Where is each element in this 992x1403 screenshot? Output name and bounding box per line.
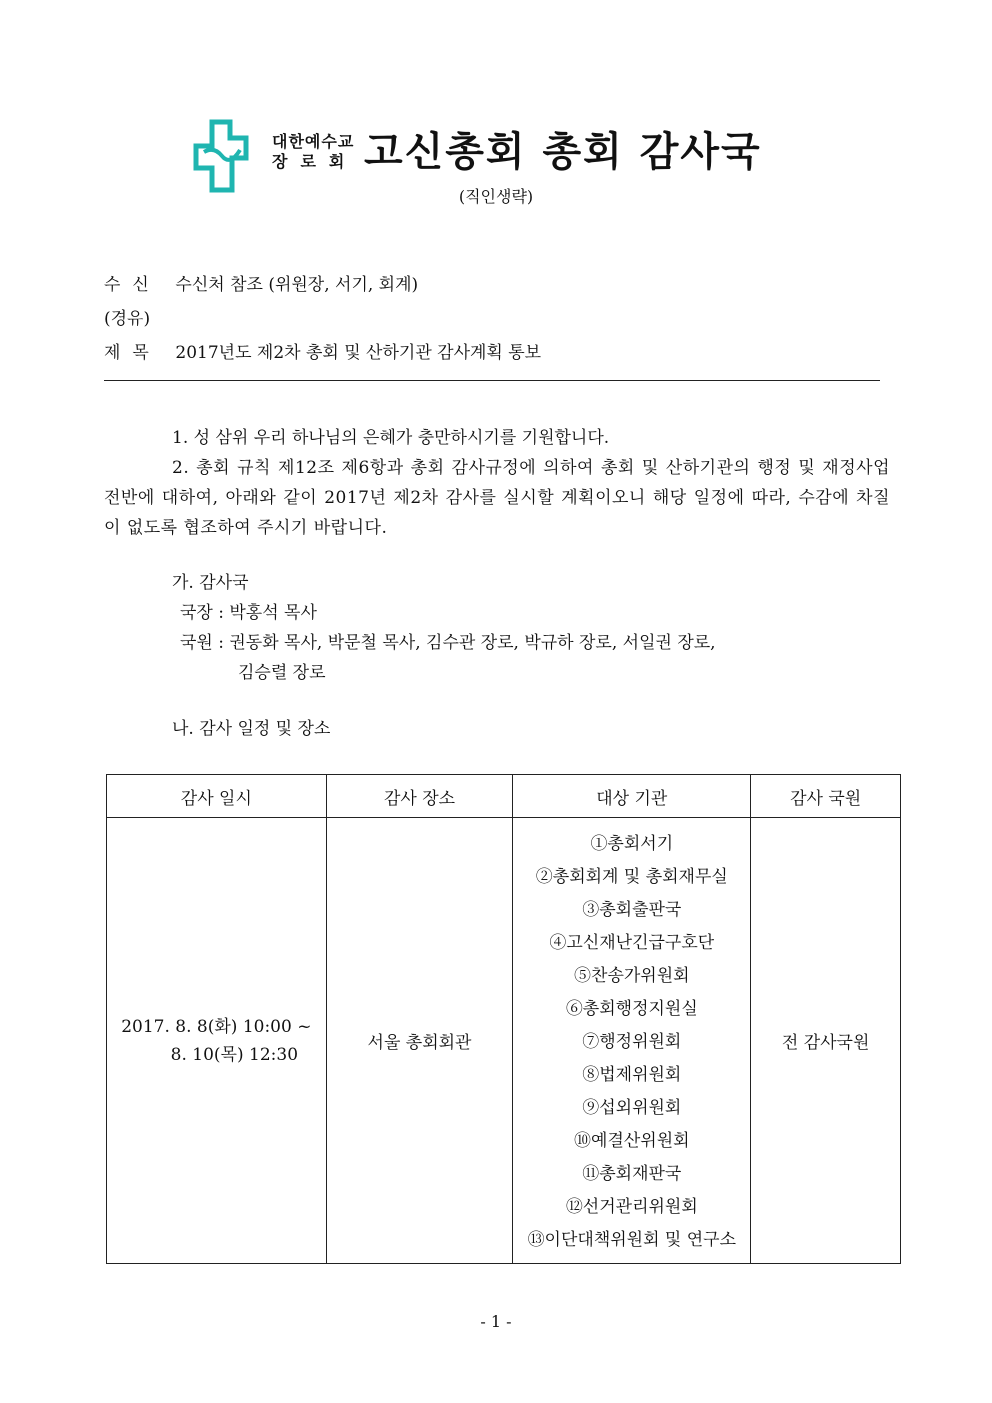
section-a-title: 가. 감사국 <box>172 573 249 593</box>
audit-schedule-table <box>106 774 901 1264</box>
members-line: 국원 : 권동화 목사, 박문철 목사, 김수관 장로, 박규하 장로, 서일권 장로, <box>180 633 716 653</box>
members-line-continued: 김승렬 장로 <box>238 663 326 683</box>
target-organizations-cell <box>513 818 751 1264</box>
list-item: ⑧법제위원회 <box>582 1065 682 1085</box>
denomination-line2: 장로회 <box>272 152 358 171</box>
via-label: (경유) <box>104 309 151 329</box>
header-target-organization: 대상 기관 <box>513 775 751 818</box>
audit-place-cell: 서울 총회회관 <box>326 818 513 1264</box>
recipient-row <box>104 270 418 295</box>
list-item: ⑤찬송가위원회 <box>574 966 690 986</box>
audit-date-start: 2017. 8. 8(화) 10:00 ~ <box>121 1016 312 1037</box>
via-row <box>104 304 150 329</box>
list-item: ⑪총회재판국 <box>582 1164 682 1184</box>
subject-row <box>104 338 541 363</box>
list-item: ⑫선거관리위원회 <box>565 1197 698 1217</box>
church-cross-logo-icon <box>192 118 250 194</box>
list-item: ⑩예결산위원회 <box>574 1131 690 1151</box>
header-divider <box>104 380 880 381</box>
org-title: 고신총회 총회 감사국 <box>364 129 762 175</box>
audit-date-end: 8. 10(목) 12:30 <box>170 1044 299 1065</box>
header-audit-place: 감사 장소 <box>326 775 513 818</box>
list-item: ④고신재난긴급구호단 <box>549 933 715 953</box>
director-line: 국장 : 박홍석 목사 <box>180 603 317 623</box>
denomination-line1: 대한예수교 <box>272 132 355 151</box>
table-row <box>107 818 901 1264</box>
seal-omitted-note: (직인생략) <box>458 187 534 206</box>
list-item: ⑦행정위원회 <box>582 1032 682 1052</box>
table-header-row <box>107 775 901 818</box>
audit-bureau-section <box>172 568 716 688</box>
list-item: ⑥총회행정지원실 <box>565 999 698 1019</box>
subject-label: 제목 <box>104 343 161 363</box>
list-item: ③총회출판국 <box>582 900 682 920</box>
page-number: - 1 - <box>480 1312 512 1331</box>
list-item: ⑬이단대책위원회 및 연구소 <box>527 1230 737 1250</box>
subject-value: 2017년도 제2차 총회 및 산하기관 감사계획 통보 <box>175 343 542 363</box>
list-item: ⑨섭외위원회 <box>582 1098 682 1118</box>
notice-paragraph: 2. 총회 규칙 제12조 제6항과 총회 감사규정에 의하여 총회 및 산하기관의 행정 및 재정사업 전반에 대하여, 아래와 같이 2017년 제2차 감사를 실시할 계획이오니 해당 일정에 따라, 수감에 차질이 없도록 협조하여 주시기 바랍니다. <box>104 458 890 538</box>
denomination-name <box>272 132 357 172</box>
recipient-label: 수신 <box>104 275 161 295</box>
recipient-value: 수신처 참조 (위원장, 서기, 회계) <box>175 275 419 295</box>
section-b-title: 나. 감사 일정 및 장소 <box>172 719 331 739</box>
header-audit-members: 감사 국원 <box>751 775 901 818</box>
greeting-paragraph: 1. 성 삼위 우리 하나님의 은혜가 충만하시기를 기원합니다. <box>172 428 610 448</box>
header-audit-date: 감사 일시 <box>107 775 327 818</box>
list-item: ②총회회계 및 총회재무실 <box>535 867 728 887</box>
list-item: ①총회서기 <box>590 834 674 854</box>
audit-members-cell: 전 감사국원 <box>751 818 901 1264</box>
audit-date-cell <box>107 818 327 1264</box>
